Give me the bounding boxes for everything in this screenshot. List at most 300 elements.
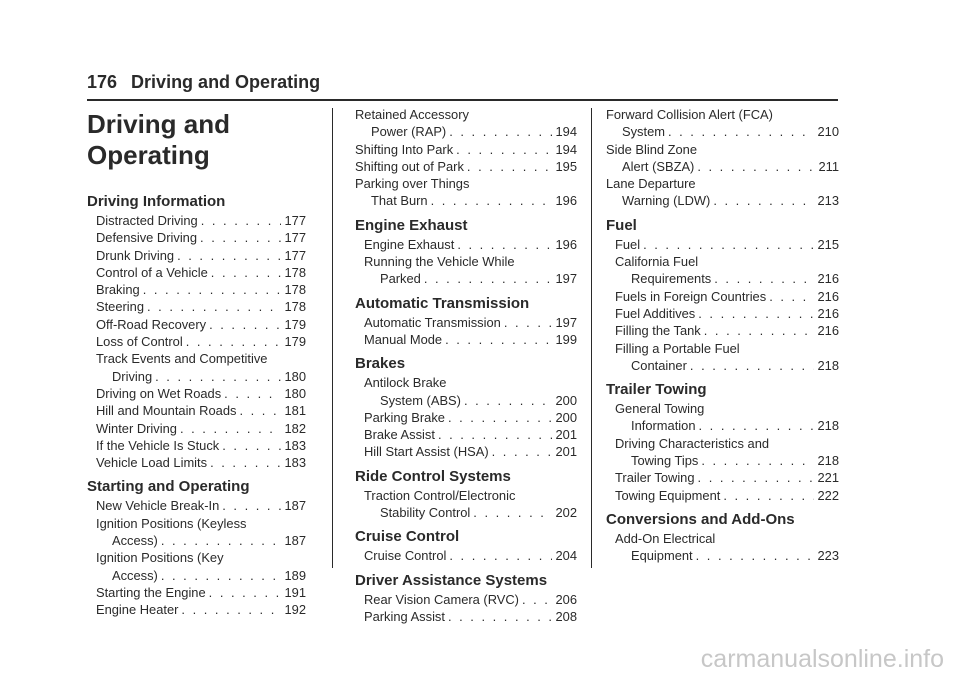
page-ref: 218 bbox=[817, 418, 839, 434]
page-ref: 194 bbox=[555, 141, 577, 157]
toc-entry-text: General Towing bbox=[615, 401, 705, 417]
page-ref: 215 bbox=[817, 236, 839, 252]
page-ref: 204 bbox=[555, 548, 577, 564]
dot-leader bbox=[431, 192, 553, 209]
toc-entry-line bbox=[606, 123, 839, 140]
toc-entry-line bbox=[364, 426, 577, 443]
toc-section bbox=[606, 380, 839, 504]
page-ref: 201 bbox=[555, 444, 577, 460]
toc-entry[interactable] bbox=[355, 175, 577, 210]
toc-entry-text: Driving Characteristics and bbox=[615, 435, 770, 451]
toc-entry-line bbox=[96, 350, 306, 367]
dot-leader bbox=[224, 385, 281, 402]
page-ref: 199 bbox=[555, 331, 577, 347]
page-ref: 192 bbox=[284, 602, 306, 618]
toc-entry[interactable] bbox=[87, 549, 306, 584]
toc-entry[interactable] bbox=[606, 106, 839, 141]
toc-entry-text: Braking bbox=[96, 282, 140, 298]
dot-leader bbox=[210, 454, 281, 471]
toc-entry-text: Track Events and Competitive bbox=[96, 351, 268, 367]
toc-entry-line bbox=[615, 400, 839, 417]
toc-entry[interactable] bbox=[87, 212, 306, 229]
toc-entry-text: Starting the Engine bbox=[96, 584, 206, 600]
dot-leader bbox=[690, 357, 815, 374]
toc-entry-text: Defensive Driving bbox=[96, 230, 198, 246]
toc-entry[interactable] bbox=[606, 530, 839, 565]
page-ref: 177 bbox=[284, 230, 306, 246]
toc-entry-text: Towing Tips bbox=[631, 453, 699, 469]
toc-entry-line bbox=[96, 515, 306, 532]
toc-entry-text: Filling a Portable Fuel bbox=[615, 340, 740, 356]
dot-leader bbox=[438, 426, 553, 443]
dot-leader bbox=[424, 270, 553, 287]
toc-entry-text: Vehicle Load Limits bbox=[96, 455, 208, 471]
toc-entry-text: Information bbox=[631, 418, 696, 434]
dot-leader bbox=[180, 420, 282, 437]
dot-leader bbox=[209, 316, 281, 333]
toc-entry-line bbox=[615, 452, 839, 469]
toc-entry-line bbox=[606, 175, 839, 192]
toc-entry-text: Towing Equipment bbox=[615, 487, 721, 503]
toc-entry-text: System (ABS) bbox=[380, 392, 461, 408]
dot-leader bbox=[186, 333, 282, 350]
page-ref: 181 bbox=[284, 403, 306, 419]
toc-column-3 bbox=[606, 106, 839, 569]
toc-entry-line bbox=[96, 247, 306, 264]
dot-leader bbox=[522, 591, 553, 608]
toc-entry[interactable] bbox=[87, 437, 306, 454]
toc-entry[interactable] bbox=[87, 420, 306, 437]
toc-entry-line bbox=[364, 392, 577, 409]
toc-entry-text: Equipment bbox=[631, 548, 693, 564]
page-ref: 216 bbox=[817, 271, 839, 287]
toc-entry-line bbox=[96, 298, 306, 315]
toc-entry[interactable] bbox=[87, 264, 306, 281]
toc-entry-line bbox=[355, 158, 577, 175]
section-title: Trailer Towing bbox=[606, 381, 707, 399]
toc-entry-text: Hill Start Assist (HSA) bbox=[364, 444, 489, 460]
page-ref: 216 bbox=[817, 288, 839, 304]
toc-entry[interactable] bbox=[606, 236, 839, 253]
dot-leader bbox=[211, 264, 282, 281]
page-ref: 178 bbox=[284, 282, 306, 298]
page-ref: 197 bbox=[555, 271, 577, 287]
toc-entry-text: Running the Vehicle While bbox=[364, 254, 515, 270]
toc-entry[interactable] bbox=[87, 350, 306, 385]
dot-leader bbox=[698, 305, 814, 322]
page-ref: 194 bbox=[555, 124, 577, 140]
dot-leader bbox=[473, 504, 552, 521]
toc-entry-line bbox=[615, 469, 839, 486]
toc-entry-line bbox=[96, 333, 306, 350]
toc-entry-line bbox=[606, 192, 839, 209]
toc-entry-line bbox=[364, 331, 577, 348]
toc-entry-line bbox=[615, 530, 839, 547]
toc-entry[interactable] bbox=[606, 340, 839, 375]
toc-entry[interactable] bbox=[355, 591, 577, 608]
toc-section bbox=[355, 216, 577, 288]
toc-section bbox=[87, 192, 306, 471]
toc-entry-text: Ignition Positions (Key bbox=[96, 550, 224, 566]
chapter-title-line: Driving and bbox=[87, 109, 231, 139]
toc-entry-text: Filling the Tank bbox=[615, 323, 701, 339]
toc-entry-line bbox=[96, 454, 306, 471]
toc-entry-text: Access) bbox=[112, 533, 158, 549]
dot-leader bbox=[701, 452, 814, 469]
toc-section bbox=[355, 294, 577, 349]
page-ref: 177 bbox=[284, 247, 306, 263]
toc-entry[interactable] bbox=[87, 497, 306, 514]
toc-entry-line bbox=[615, 305, 839, 322]
page-ref: 191 bbox=[284, 584, 306, 600]
page-ref: 187 bbox=[284, 498, 306, 514]
toc-entry-line bbox=[96, 567, 306, 584]
toc-entry[interactable] bbox=[87, 316, 306, 333]
toc-entry-line bbox=[364, 409, 577, 426]
toc-entry[interactable] bbox=[355, 426, 577, 443]
toc-entry-line bbox=[606, 158, 839, 175]
page-ref: 211 bbox=[818, 158, 839, 174]
toc-entry-text: Parking Brake bbox=[364, 409, 445, 425]
toc-entry-line bbox=[96, 368, 306, 385]
toc-entry-text: Retained Accessory bbox=[355, 107, 469, 122]
page-ref: 201 bbox=[555, 427, 577, 443]
toc-column-1 bbox=[87, 192, 306, 623]
page-ref: 213 bbox=[817, 193, 839, 209]
toc-entry-text: Brake Assist bbox=[364, 427, 435, 443]
toc-entry-text: Automatic Transmission bbox=[364, 314, 501, 330]
toc-entry-text: Parked bbox=[380, 271, 421, 287]
page-ref: 183 bbox=[284, 437, 306, 453]
dot-leader bbox=[464, 392, 553, 409]
toc-entry-line bbox=[615, 288, 839, 305]
toc-entry[interactable] bbox=[355, 331, 577, 348]
page-ref: 189 bbox=[284, 567, 306, 583]
page-ref: 182 bbox=[284, 420, 306, 436]
toc-entry-text: Lane Departure bbox=[606, 176, 696, 192]
toc-entry-line bbox=[364, 314, 577, 331]
dot-leader bbox=[704, 322, 815, 339]
page-ref: 221 bbox=[817, 470, 839, 486]
toc-entry-text: Distracted Driving bbox=[96, 213, 198, 228]
toc-entry-line bbox=[96, 402, 306, 419]
dot-leader bbox=[200, 229, 281, 246]
toc-entry[interactable] bbox=[87, 515, 306, 550]
page-ref: 206 bbox=[555, 591, 577, 607]
page-number: 176 bbox=[87, 72, 118, 92]
toc-entry-text: Rear Vision Camera (RVC) bbox=[364, 591, 519, 607]
toc-entry[interactable] bbox=[355, 409, 577, 426]
dot-leader bbox=[504, 314, 553, 331]
toc-section bbox=[355, 467, 577, 522]
page-ref: 218 bbox=[817, 453, 839, 469]
toc-entry-text: Hill and Mountain Roads bbox=[96, 403, 237, 419]
toc-entry-line bbox=[364, 443, 577, 460]
toc-entry-line bbox=[96, 264, 306, 281]
dot-leader bbox=[698, 469, 815, 486]
column-divider bbox=[591, 108, 592, 568]
page-ref: 208 bbox=[555, 608, 577, 624]
toc-entry-line bbox=[96, 549, 306, 566]
dot-leader bbox=[445, 331, 552, 348]
toc-entry[interactable] bbox=[87, 298, 306, 315]
toc-entry[interactable] bbox=[606, 469, 839, 486]
toc-entry[interactable] bbox=[355, 374, 577, 409]
toc-entry-line bbox=[364, 504, 577, 521]
toc-entry-line bbox=[96, 584, 306, 601]
toc-entry-line bbox=[615, 322, 839, 339]
toc-entry-text: Requirements bbox=[631, 271, 712, 287]
dot-leader bbox=[201, 212, 282, 229]
toc-entry-text: Side Blind Zone bbox=[606, 141, 698, 157]
page-ref: 218 bbox=[817, 357, 839, 373]
toc-entry[interactable] bbox=[87, 281, 306, 298]
toc-entry-line bbox=[615, 357, 839, 374]
toc-entry-text: Parking Assist bbox=[364, 608, 445, 624]
toc-entry-line bbox=[615, 340, 839, 357]
toc-entry-line bbox=[615, 547, 839, 564]
toc-entry-text: California Fuel bbox=[615, 254, 699, 270]
dot-leader bbox=[448, 608, 553, 625]
toc-entry-text: Warning (LDW) bbox=[622, 193, 711, 209]
page-ref: 177 bbox=[284, 213, 306, 228]
toc-entry-text: Antilock Brake bbox=[364, 375, 447, 391]
toc-entry-text: Add-On Electrical bbox=[615, 530, 716, 546]
section-title: Ride Control Systems bbox=[355, 467, 511, 485]
toc-entry-text: Drunk Driving bbox=[96, 247, 175, 263]
toc-entry-line bbox=[615, 236, 839, 253]
page-ref: 196 bbox=[555, 236, 577, 252]
toc-entry[interactable] bbox=[606, 400, 839, 435]
toc-entry-text: Steering bbox=[96, 299, 145, 315]
section-title: Engine Exhaust bbox=[355, 216, 468, 234]
dot-leader bbox=[699, 417, 815, 434]
toc-entry-text: If the Vehicle Is Stuck bbox=[96, 437, 220, 453]
toc-entry-text: Shifting Into Park bbox=[355, 141, 454, 157]
toc-entry-line bbox=[355, 175, 577, 192]
dot-leader bbox=[448, 409, 553, 426]
section-title: Brakes bbox=[355, 355, 406, 373]
toc-entry-text: Engine Exhaust bbox=[364, 236, 455, 252]
page-ref: 180 bbox=[284, 368, 306, 384]
page-ref: 216 bbox=[817, 323, 839, 339]
toc-entry-text: Forward Collision Alert (FCA) bbox=[606, 107, 773, 122]
toc-section bbox=[606, 510, 839, 565]
dot-leader bbox=[209, 584, 282, 601]
toc-entry-line bbox=[615, 487, 839, 504]
toc-entry-text: Fuel Additives bbox=[615, 305, 696, 321]
toc-entry-text: Traction Control/Electronic bbox=[364, 487, 516, 503]
toc-entry[interactable] bbox=[606, 288, 839, 305]
toc-entry[interactable] bbox=[606, 141, 839, 176]
toc-entry-line bbox=[355, 106, 577, 123]
section-title: Driving Information bbox=[87, 193, 226, 210]
toc-entry-line bbox=[96, 385, 306, 402]
dot-leader bbox=[492, 443, 553, 460]
toc-entry-text: Loss of Control bbox=[96, 334, 183, 350]
toc-section bbox=[606, 106, 839, 210]
running-title: Driving and Operating bbox=[131, 72, 321, 92]
toc-entry-line bbox=[96, 532, 306, 549]
page-ref: 223 bbox=[817, 548, 839, 564]
toc-entry-text: Parking over Things bbox=[355, 176, 470, 192]
toc-entry-text: Control of a Vehicle bbox=[96, 264, 208, 280]
toc-entry[interactable] bbox=[606, 175, 839, 210]
dot-leader bbox=[697, 158, 815, 175]
toc-entry[interactable] bbox=[355, 236, 577, 253]
section-title: Conversions and Add-Ons bbox=[606, 510, 795, 528]
toc-section bbox=[87, 477, 306, 618]
toc-entry-line bbox=[96, 212, 306, 229]
toc-entry-line bbox=[364, 608, 577, 625]
chapter-title bbox=[87, 109, 230, 171]
toc-entry-line bbox=[615, 253, 839, 270]
toc-section bbox=[355, 106, 577, 210]
page-ref: 179 bbox=[284, 334, 306, 350]
page-ref: 187 bbox=[284, 533, 306, 549]
toc-entry-line bbox=[364, 591, 577, 608]
dot-leader bbox=[696, 547, 815, 564]
toc-entry[interactable] bbox=[87, 247, 306, 264]
page-ref: 200 bbox=[555, 409, 577, 425]
page-ref: 179 bbox=[284, 316, 306, 332]
toc-entry-line bbox=[96, 420, 306, 437]
dot-leader bbox=[181, 601, 281, 618]
toc-entry-line bbox=[96, 316, 306, 333]
toc-entry[interactable] bbox=[355, 158, 577, 175]
toc-entry[interactable] bbox=[355, 608, 577, 625]
toc-entry[interactable] bbox=[355, 487, 577, 522]
chapter-title-line: Operating bbox=[87, 140, 210, 170]
toc-entry-line bbox=[606, 106, 839, 123]
page-ref: 210 bbox=[817, 124, 839, 140]
toc-entry-line bbox=[615, 435, 839, 452]
toc-column-2 bbox=[355, 106, 577, 629]
toc-entry-line bbox=[96, 229, 306, 246]
watermark: carmanualsonline.info bbox=[700, 645, 944, 673]
dot-leader bbox=[668, 123, 815, 140]
toc-entry[interactable] bbox=[606, 322, 839, 339]
dot-leader bbox=[222, 497, 281, 514]
toc-entry-line bbox=[364, 547, 577, 564]
page-ref: 183 bbox=[284, 455, 306, 471]
section-title: Fuel bbox=[606, 216, 637, 234]
toc-entry[interactable] bbox=[355, 443, 577, 460]
toc-entry-text: System bbox=[622, 124, 665, 140]
toc-entry-line bbox=[96, 437, 306, 454]
toc-entry-text: Alert (SBZA) bbox=[622, 158, 695, 174]
toc-entry-text: Fuel bbox=[615, 236, 641, 252]
toc-entry-line bbox=[615, 270, 839, 287]
dot-leader bbox=[457, 236, 552, 253]
toc-entry-line bbox=[355, 192, 577, 209]
dot-leader bbox=[222, 437, 281, 454]
section-title: Starting and Operating bbox=[87, 478, 250, 496]
toc-entry-line bbox=[615, 417, 839, 434]
page-ref: 195 bbox=[555, 158, 577, 174]
toc-entry-text: New Vehicle Break-In bbox=[96, 498, 220, 514]
dot-leader bbox=[714, 270, 814, 287]
page-ref: 222 bbox=[817, 487, 839, 503]
toc-section bbox=[355, 354, 577, 460]
toc-entry-text: Shifting out of Park bbox=[355, 158, 464, 174]
toc-entry[interactable] bbox=[87, 584, 306, 601]
toc-entry-line bbox=[364, 374, 577, 391]
toc-entry-line bbox=[355, 141, 577, 158]
page-ref: 178 bbox=[284, 264, 306, 280]
toc-entry-text: Trailer Towing bbox=[615, 470, 695, 486]
toc-entry[interactable] bbox=[355, 314, 577, 331]
header-rule bbox=[87, 99, 838, 101]
toc-entry[interactable] bbox=[606, 253, 839, 288]
toc-entry-text: Engine Heater bbox=[96, 602, 179, 618]
dot-leader bbox=[155, 368, 281, 385]
toc-entry-line bbox=[364, 253, 577, 270]
dot-leader bbox=[147, 298, 281, 315]
dot-leader bbox=[449, 547, 552, 564]
dot-leader bbox=[713, 192, 814, 209]
toc-entry-text: Driving bbox=[112, 368, 153, 384]
page-ref: 202 bbox=[555, 505, 577, 521]
section-title: Cruise Control bbox=[355, 528, 460, 546]
toc-section bbox=[606, 216, 839, 374]
toc-entry[interactable] bbox=[355, 106, 577, 141]
page-header bbox=[87, 72, 320, 93]
toc-entry-line bbox=[96, 601, 306, 618]
dot-leader bbox=[467, 158, 553, 175]
page-ref: 216 bbox=[817, 305, 839, 321]
toc-entry-line bbox=[96, 281, 306, 298]
toc-entry-text: Off-Road Recovery bbox=[96, 316, 207, 332]
dot-leader bbox=[769, 288, 814, 305]
dot-leader bbox=[161, 532, 282, 549]
section-title: Driver Assistance Systems bbox=[355, 571, 548, 589]
dot-leader bbox=[143, 281, 282, 298]
toc-entry[interactable] bbox=[87, 601, 306, 618]
toc-entry-text: Fuels in Foreign Countries bbox=[615, 288, 767, 304]
toc-entry-text: Cruise Control bbox=[364, 548, 447, 564]
toc-entry-text: Manual Mode bbox=[364, 331, 443, 347]
toc-entry-text: That Burn bbox=[371, 193, 428, 209]
toc-section bbox=[355, 571, 577, 626]
toc-entry-text: Power (RAP) bbox=[371, 124, 447, 140]
dot-leader bbox=[723, 487, 814, 504]
toc-entry[interactable] bbox=[87, 454, 306, 471]
toc-entry[interactable] bbox=[87, 385, 306, 402]
toc-entry[interactable] bbox=[606, 435, 839, 470]
section-title: Automatic Transmission bbox=[355, 294, 530, 312]
toc-entry-text: Stability Control bbox=[380, 505, 471, 521]
toc-entry-line bbox=[355, 123, 577, 140]
column-divider bbox=[332, 108, 333, 568]
toc-entry[interactable] bbox=[87, 402, 306, 419]
toc-entry-line bbox=[606, 141, 839, 158]
toc-entry-line bbox=[96, 497, 306, 514]
dot-leader bbox=[239, 402, 281, 419]
toc-entry[interactable] bbox=[606, 305, 839, 322]
toc-entry[interactable] bbox=[355, 253, 577, 288]
toc-entry-text: Access) bbox=[112, 567, 158, 583]
toc-entry-line bbox=[364, 270, 577, 287]
toc-entry-line bbox=[364, 487, 577, 504]
toc-entry[interactable] bbox=[87, 229, 306, 246]
toc-entry[interactable] bbox=[355, 141, 577, 158]
toc-section bbox=[355, 527, 577, 564]
toc-entry[interactable] bbox=[87, 333, 306, 350]
toc-entry[interactable] bbox=[606, 487, 839, 504]
toc-entry[interactable] bbox=[355, 547, 577, 564]
dot-leader bbox=[643, 236, 814, 253]
